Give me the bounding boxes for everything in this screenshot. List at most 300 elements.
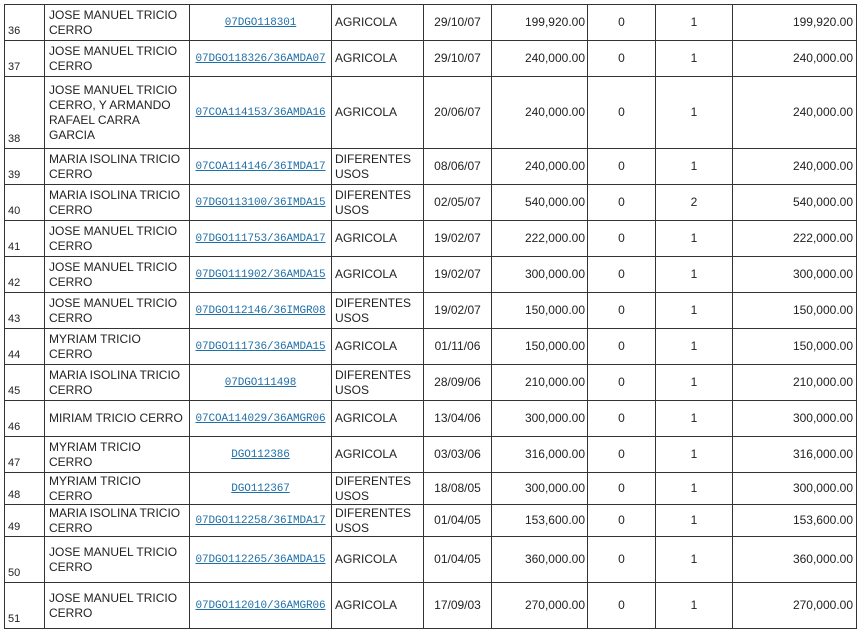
row-number — [5, 329, 45, 365]
cell-line: DIFERENTES — [335, 473, 412, 488]
date — [424, 401, 492, 437]
cell-text: 1 — [690, 513, 698, 527]
water-use — [332, 293, 424, 329]
cell-text: 540,000.00 — [524, 195, 585, 209]
cell-text: 41 — [8, 241, 21, 253]
cell-text: 0 — [618, 15, 625, 29]
zero-value — [588, 149, 656, 185]
cell-text: 360,000.00 — [792, 552, 853, 566]
cell-text: 03/03/06 — [434, 447, 481, 461]
cell-text: 19/02/07 — [434, 231, 481, 245]
cell-text: 01/04/05 — [434, 513, 481, 527]
cell-text: 300,000.00 — [792, 267, 853, 281]
file-number — [190, 41, 332, 77]
cell-line: DIFERENTES — [335, 295, 412, 310]
cell-text: 18/08/05 — [434, 481, 481, 495]
total-volume — [733, 437, 857, 473]
volume — [492, 185, 588, 221]
cell-text: 13/04/06 — [434, 411, 481, 425]
count-value — [656, 257, 733, 293]
cell-text: 300,000.00 — [524, 267, 585, 281]
zero-value — [588, 329, 656, 365]
holder-name — [45, 77, 190, 149]
total-volume — [733, 473, 857, 505]
cell-line: AGRICOLA — [335, 598, 398, 612]
table-row — [5, 41, 857, 77]
holder-name — [45, 401, 190, 437]
count-value — [656, 583, 733, 629]
cell-line: MARIA ISOLINA TRICIO — [49, 187, 181, 202]
cell-text: 48 — [8, 489, 21, 501]
volume — [492, 257, 588, 293]
cell-line: CERRO — [49, 58, 93, 73]
file-number-link[interactable]: 07DGO111753/36AMDA17 — [195, 233, 326, 245]
count-value — [656, 77, 733, 149]
cell-text: 316,000.00 — [792, 447, 853, 461]
file-number — [190, 505, 332, 537]
file-number-link[interactable]: 07DGO112258/36IMDA17 — [195, 515, 326, 527]
cell-text: 19/02/07 — [434, 303, 481, 317]
holder-name — [45, 437, 190, 473]
zero-value — [588, 5, 656, 41]
table-row — [5, 221, 857, 257]
cell-text: 1 — [690, 552, 698, 566]
row-number — [5, 293, 45, 329]
cell-text: 2 — [690, 195, 698, 209]
date — [424, 329, 492, 365]
cell-text: 199,920.00 — [524, 15, 585, 29]
water-use — [332, 401, 424, 437]
cell-line: CERRO — [49, 520, 93, 535]
file-number — [190, 401, 332, 437]
count-value — [656, 293, 733, 329]
cell-text: 08/06/07 — [434, 159, 481, 173]
cell-text: 01/04/05 — [434, 552, 481, 566]
cell-text: 28/09/06 — [434, 375, 481, 389]
cell-line: USOS — [335, 166, 370, 181]
water-use — [332, 365, 424, 401]
records-table — [4, 4, 857, 629]
count-value — [656, 365, 733, 401]
table-row — [5, 149, 857, 185]
water-use — [332, 77, 424, 149]
count-value — [656, 41, 733, 77]
cell-line: DIFERENTES — [335, 505, 412, 520]
cell-text: 1 — [690, 481, 698, 495]
cell-text: 240,000.00 — [524, 51, 585, 65]
file-number — [190, 257, 332, 293]
cell-text: 150,000.00 — [524, 339, 585, 353]
cell-text: 153,600.00 — [524, 513, 585, 527]
cell-text: 17/09/03 — [434, 598, 481, 612]
cell-text: 0 — [618, 447, 625, 461]
count-value — [656, 505, 733, 537]
cell-line: JOSE MANUEL TRICIO — [49, 223, 178, 238]
table-row — [5, 583, 857, 629]
table-row — [5, 329, 857, 365]
file-number — [190, 473, 332, 505]
document-sheet — [4, 4, 857, 629]
row-number — [5, 77, 45, 149]
holder-name — [45, 293, 190, 329]
holder-name — [45, 221, 190, 257]
file-number — [190, 537, 332, 583]
total-volume — [733, 583, 857, 629]
cell-line: AGRICOLA — [335, 447, 398, 461]
holder-name — [45, 537, 190, 583]
table-row — [5, 5, 857, 41]
count-value — [656, 401, 733, 437]
holder-name — [45, 583, 190, 629]
date — [424, 221, 492, 257]
cell-text: 222,000.00 — [792, 231, 853, 245]
water-use — [332, 185, 424, 221]
file-number — [190, 5, 332, 41]
cell-line: RAFAEL CARRA GARCIA — [49, 112, 140, 142]
zero-value — [588, 401, 656, 437]
cell-text: 210,000.00 — [792, 375, 853, 389]
total-volume — [733, 505, 857, 537]
cell-text: 270,000.00 — [792, 598, 853, 612]
cell-text: 50 — [8, 567, 21, 579]
file-number-link[interactable]: 07DGO111736/36AMDA15 — [195, 341, 326, 353]
file-number-link[interactable]: 07COA114153/36AMDA16 — [195, 107, 326, 119]
water-use — [332, 537, 424, 583]
cell-line: AGRICOLA — [335, 105, 398, 119]
holder-name — [45, 365, 190, 401]
file-number-link[interactable]: 07DGO111902/36AMDA15 — [195, 269, 326, 281]
cell-text: 270,000.00 — [524, 598, 585, 612]
cell-text: 1 — [690, 105, 698, 119]
volume — [492, 149, 588, 185]
row-number — [5, 473, 45, 505]
cell-text: 0 — [618, 552, 625, 566]
file-number — [190, 221, 332, 257]
cell-text: 150,000.00 — [524, 303, 585, 317]
row-number — [5, 505, 45, 537]
date — [424, 257, 492, 293]
zero-value — [588, 473, 656, 505]
row-number — [5, 257, 45, 293]
date — [424, 365, 492, 401]
cell-text: 0 — [618, 481, 625, 495]
volume — [492, 473, 588, 505]
count-value — [656, 149, 733, 185]
zero-value — [588, 41, 656, 77]
date — [424, 5, 492, 41]
holder-name — [45, 185, 190, 221]
cell-text: 19/02/07 — [434, 267, 481, 281]
cell-line: CERRO — [49, 382, 93, 397]
total-volume — [733, 5, 857, 41]
table-row — [5, 293, 857, 329]
cell-line: MARIA ISOLINA TRICIO — [49, 151, 181, 166]
cell-line: MYRIAM TRICIO CERRO — [49, 331, 141, 361]
file-number-link[interactable]: 07DGO118326/36AMDA07 — [195, 53, 326, 65]
cell-line: MIRIAM TRICIO CERRO — [49, 411, 183, 425]
file-number-link[interactable]: DGO112386 — [231, 449, 290, 461]
cell-line: DIFERENTES — [335, 151, 412, 166]
cell-line: JOSE MANUEL TRICIO — [49, 590, 178, 605]
cell-line: AGRICOLA — [335, 339, 398, 353]
cell-text: 1 — [690, 598, 698, 612]
volume — [492, 41, 588, 77]
date — [424, 149, 492, 185]
cell-line: CERRO — [49, 22, 93, 37]
volume — [492, 221, 588, 257]
volume — [492, 505, 588, 537]
count-value — [656, 5, 733, 41]
volume — [492, 329, 588, 365]
cell-line: MARIA ISOLINA TRICIO — [49, 505, 181, 520]
cell-text: 40 — [8, 205, 21, 217]
file-number — [190, 365, 332, 401]
file-number-link[interactable]: 07DGO111498 — [224, 377, 297, 389]
file-number-link[interactable]: 07COA114146/36IMDA17 — [195, 161, 326, 173]
cell-line: AGRICOLA — [335, 267, 398, 281]
cell-line: MYRIAM TRICIO CERRO — [49, 473, 141, 503]
total-volume — [733, 149, 857, 185]
cell-line: AGRICOLA — [335, 51, 398, 65]
cell-text: 1 — [690, 303, 698, 317]
zero-value — [588, 437, 656, 473]
file-number-link[interactable]: 07DGO112146/36IMGR08 — [195, 305, 326, 317]
file-number-link[interactable]: 07DGO112265/36AMDA15 — [195, 554, 326, 566]
water-use — [332, 221, 424, 257]
table-row — [5, 185, 857, 221]
holder-name — [45, 329, 190, 365]
date — [424, 437, 492, 473]
water-use — [332, 257, 424, 293]
row-number — [5, 5, 45, 41]
holder-name — [45, 505, 190, 537]
count-value — [656, 437, 733, 473]
file-number-link[interactable]: 07DGO113100/36IMDA15 — [195, 197, 326, 209]
count-value — [656, 537, 733, 583]
cell-text: 240,000.00 — [524, 105, 585, 119]
cell-text: 300,000.00 — [524, 411, 585, 425]
cell-line: DIFERENTES — [335, 367, 412, 382]
file-number-link[interactable]: 07DGO118301 — [224, 17, 297, 29]
cell-line: USOS — [335, 310, 370, 325]
cell-text: 01/11/06 — [434, 339, 481, 353]
cell-text: 222,000.00 — [524, 231, 585, 245]
cell-text: 0 — [618, 375, 625, 389]
date — [424, 537, 492, 583]
holder-name — [45, 257, 190, 293]
file-number-link[interactable]: 07DGO112010/36AMGR06 — [195, 600, 326, 612]
water-use — [332, 473, 424, 505]
row-number — [5, 149, 45, 185]
cell-text: 540,000.00 — [792, 195, 853, 209]
table-row — [5, 365, 857, 401]
zero-value — [588, 505, 656, 537]
cell-text: 240,000.00 — [792, 105, 853, 119]
cell-line: MARIA ISOLINA TRICIO — [49, 367, 181, 382]
water-use — [332, 41, 424, 77]
row-number — [5, 185, 45, 221]
cell-line: AGRICOLA — [335, 411, 398, 425]
total-volume — [733, 401, 857, 437]
cell-text: 45 — [8, 385, 21, 397]
cell-line: USOS — [335, 488, 370, 503]
volume — [492, 365, 588, 401]
cell-text: 0 — [618, 411, 625, 425]
cell-text: 0 — [618, 159, 625, 173]
cell-line: CERRO — [49, 274, 93, 289]
table-row — [5, 401, 857, 437]
total-volume — [733, 257, 857, 293]
cell-text: 38 — [8, 133, 21, 145]
row-number — [5, 437, 45, 473]
row-number — [5, 41, 45, 77]
cell-line: JOSE MANUEL TRICIO — [49, 82, 178, 97]
cell-text: 44 — [8, 349, 21, 361]
zero-value — [588, 77, 656, 149]
cell-text: 1 — [690, 447, 698, 461]
table-body — [5, 5, 857, 629]
water-use — [332, 149, 424, 185]
cell-text: 360,000.00 — [524, 552, 585, 566]
row-number — [5, 401, 45, 437]
zero-value — [588, 257, 656, 293]
volume — [492, 401, 588, 437]
cell-line: JOSE MANUEL TRICIO — [49, 295, 178, 310]
file-number-link[interactable]: 07COA114029/36AMGR06 — [195, 413, 326, 425]
cell-text: 1 — [690, 267, 698, 281]
cell-text: 0 — [618, 267, 625, 281]
cell-text: 1 — [690, 375, 698, 389]
cell-text: 0 — [618, 303, 625, 317]
date — [424, 185, 492, 221]
volume — [492, 583, 588, 629]
count-value — [656, 329, 733, 365]
volume — [492, 293, 588, 329]
cell-text: 46 — [8, 421, 21, 433]
water-use — [332, 583, 424, 629]
zero-value — [588, 537, 656, 583]
file-number-link[interactable]: DGO112367 — [231, 483, 290, 495]
cell-text: 29/10/07 — [434, 15, 481, 29]
cell-text: 47 — [8, 457, 21, 469]
table-row — [5, 537, 857, 583]
zero-value — [588, 293, 656, 329]
cell-line: CERRO — [49, 605, 93, 620]
water-use — [332, 437, 424, 473]
file-number — [190, 437, 332, 473]
date — [424, 41, 492, 77]
volume — [492, 437, 588, 473]
cell-text: 0 — [618, 513, 625, 527]
cell-text: 316,000.00 — [524, 447, 585, 461]
volume — [492, 537, 588, 583]
cell-text: 42 — [8, 277, 21, 289]
cell-text: 0 — [618, 231, 625, 245]
water-use — [332, 5, 424, 41]
cell-text: 1 — [690, 339, 698, 353]
row-number — [5, 365, 45, 401]
total-volume — [733, 293, 857, 329]
date — [424, 77, 492, 149]
cell-line: CERRO — [49, 166, 93, 181]
total-volume — [733, 185, 857, 221]
cell-text: 37 — [8, 61, 21, 73]
count-value — [656, 473, 733, 505]
table-row — [5, 505, 857, 537]
holder-name — [45, 5, 190, 41]
cell-line: AGRICOLA — [335, 15, 398, 29]
file-number — [190, 77, 332, 149]
file-number — [190, 329, 332, 365]
cell-line: CERRO — [49, 310, 93, 325]
zero-value — [588, 185, 656, 221]
table-row — [5, 257, 857, 293]
total-volume — [733, 221, 857, 257]
cell-text: 49 — [8, 521, 21, 533]
file-number — [190, 185, 332, 221]
cell-text: 0 — [618, 339, 625, 353]
row-number — [5, 537, 45, 583]
file-number — [190, 583, 332, 629]
cell-line: CERRO — [49, 202, 93, 217]
total-volume — [733, 77, 857, 149]
water-use — [332, 505, 424, 537]
cell-line: DIFERENTES — [335, 187, 412, 202]
file-number — [190, 293, 332, 329]
table-row — [5, 437, 857, 473]
cell-line: AGRICOLA — [335, 231, 398, 245]
cell-text: 0 — [618, 51, 625, 65]
cell-line: JOSE MANUEL TRICIO — [49, 7, 178, 22]
cell-text: 20/06/07 — [434, 105, 481, 119]
cell-line: JOSE MANUEL TRICIO — [49, 259, 178, 274]
water-use — [332, 329, 424, 365]
holder-name — [45, 149, 190, 185]
cell-text: 1 — [690, 159, 698, 173]
cell-line: USOS — [335, 202, 370, 217]
count-value — [656, 185, 733, 221]
count-value — [656, 221, 733, 257]
cell-text: 1 — [690, 15, 698, 29]
zero-value — [588, 365, 656, 401]
cell-text: 153,600.00 — [792, 513, 853, 527]
row-number — [5, 583, 45, 629]
date — [424, 583, 492, 629]
cell-line: JOSE MANUEL TRICIO — [49, 43, 178, 58]
holder-name — [45, 41, 190, 77]
table-row — [5, 77, 857, 149]
table-row — [5, 473, 857, 505]
cell-text: 0 — [618, 195, 625, 209]
cell-text: 0 — [618, 598, 625, 612]
cell-text: 1 — [690, 411, 698, 425]
cell-line: USOS — [335, 382, 370, 397]
total-volume — [733, 365, 857, 401]
file-number — [190, 149, 332, 185]
holder-name — [45, 473, 190, 505]
cell-text: 240,000.00 — [524, 159, 585, 173]
cell-text: 199,920.00 — [792, 15, 853, 29]
cell-text: 300,000.00 — [792, 481, 853, 495]
cell-line: CERRO, Y ARMANDO — [49, 97, 171, 112]
volume — [492, 77, 588, 149]
cell-text: 39 — [8, 169, 21, 181]
cell-line: CERRO — [49, 238, 93, 253]
cell-line: AGRICOLA — [335, 552, 398, 566]
cell-text: 29/10/07 — [434, 51, 481, 65]
date — [424, 293, 492, 329]
cell-text: 51 — [8, 613, 21, 625]
